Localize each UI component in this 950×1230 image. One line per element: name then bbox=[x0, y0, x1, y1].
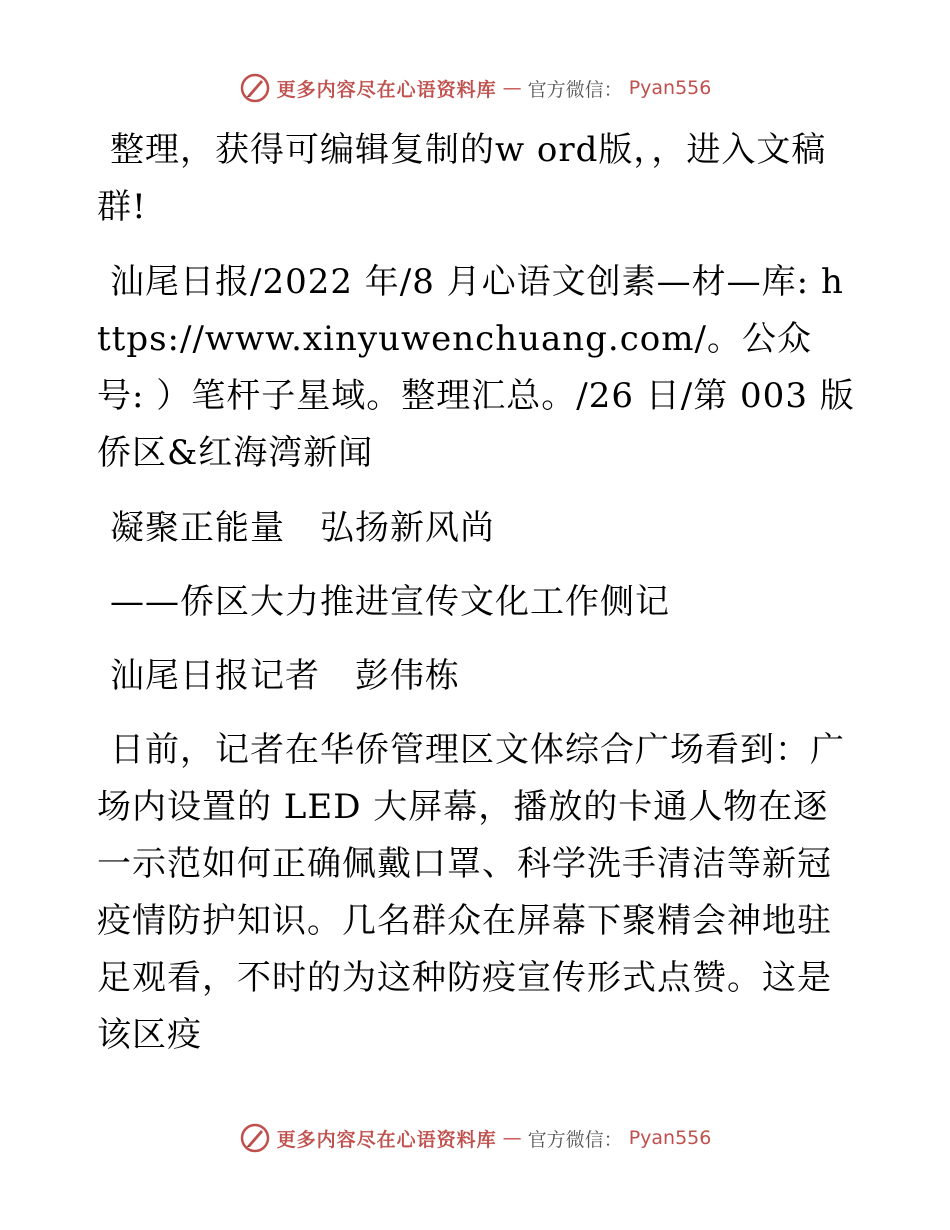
paragraph-body: 日前，记者在华侨管理区文体综合广场看到：广场内设置的 LED 大屏幕，播放的卡通人物在逐一示范如何正确佩戴口罩、科学洗手清洁等新冠疫情防护知识。几名群众在屏幕下聚精会神地驻足观看，不时的为这种防疫宣传形式点赞。这是该区疫 bbox=[97, 730, 845, 1055]
watermark-dash: — bbox=[502, 1127, 522, 1149]
paragraph-intro: 整理，获得可编辑复制的w ord版，，进入文稿群! bbox=[97, 130, 827, 227]
document-body bbox=[97, 122, 857, 1082]
watermark-main-text: 更多内容尽在心语资料库 bbox=[276, 1128, 497, 1151]
article-subtitle: ——侨区大力推进宣传文化工作侧记 bbox=[110, 582, 670, 622]
watermark-handle: Pyan556 bbox=[628, 1127, 712, 1149]
watermark-label: 官方微信： bbox=[527, 78, 623, 101]
watermark-main-text: 更多内容尽在心语资料库 bbox=[276, 78, 497, 101]
paragraph-source: 汕尾日报/2022 年/8 月心语文创素—材—库: https://www.xinyuwenchuang.com/。公众号: ）笔杆子星域。整理汇总。/26 日/第 003 版侨区&红海湾新闻 bbox=[97, 262, 855, 473]
watermark-handle: Pyan556 bbox=[628, 77, 712, 99]
article-title: 凝聚正能量 弘扬新风尚 bbox=[110, 508, 495, 548]
watermark-dash: — bbox=[502, 77, 522, 99]
article-byline: 汕尾日报记者 彭伟栋 bbox=[110, 656, 460, 696]
watermark-label: 官方微信： bbox=[527, 1128, 623, 1151]
quill-logo-icon bbox=[239, 72, 271, 104]
header-watermark bbox=[0, 72, 950, 104]
footer-watermark bbox=[0, 1122, 950, 1154]
quill-logo-icon bbox=[239, 1122, 271, 1154]
